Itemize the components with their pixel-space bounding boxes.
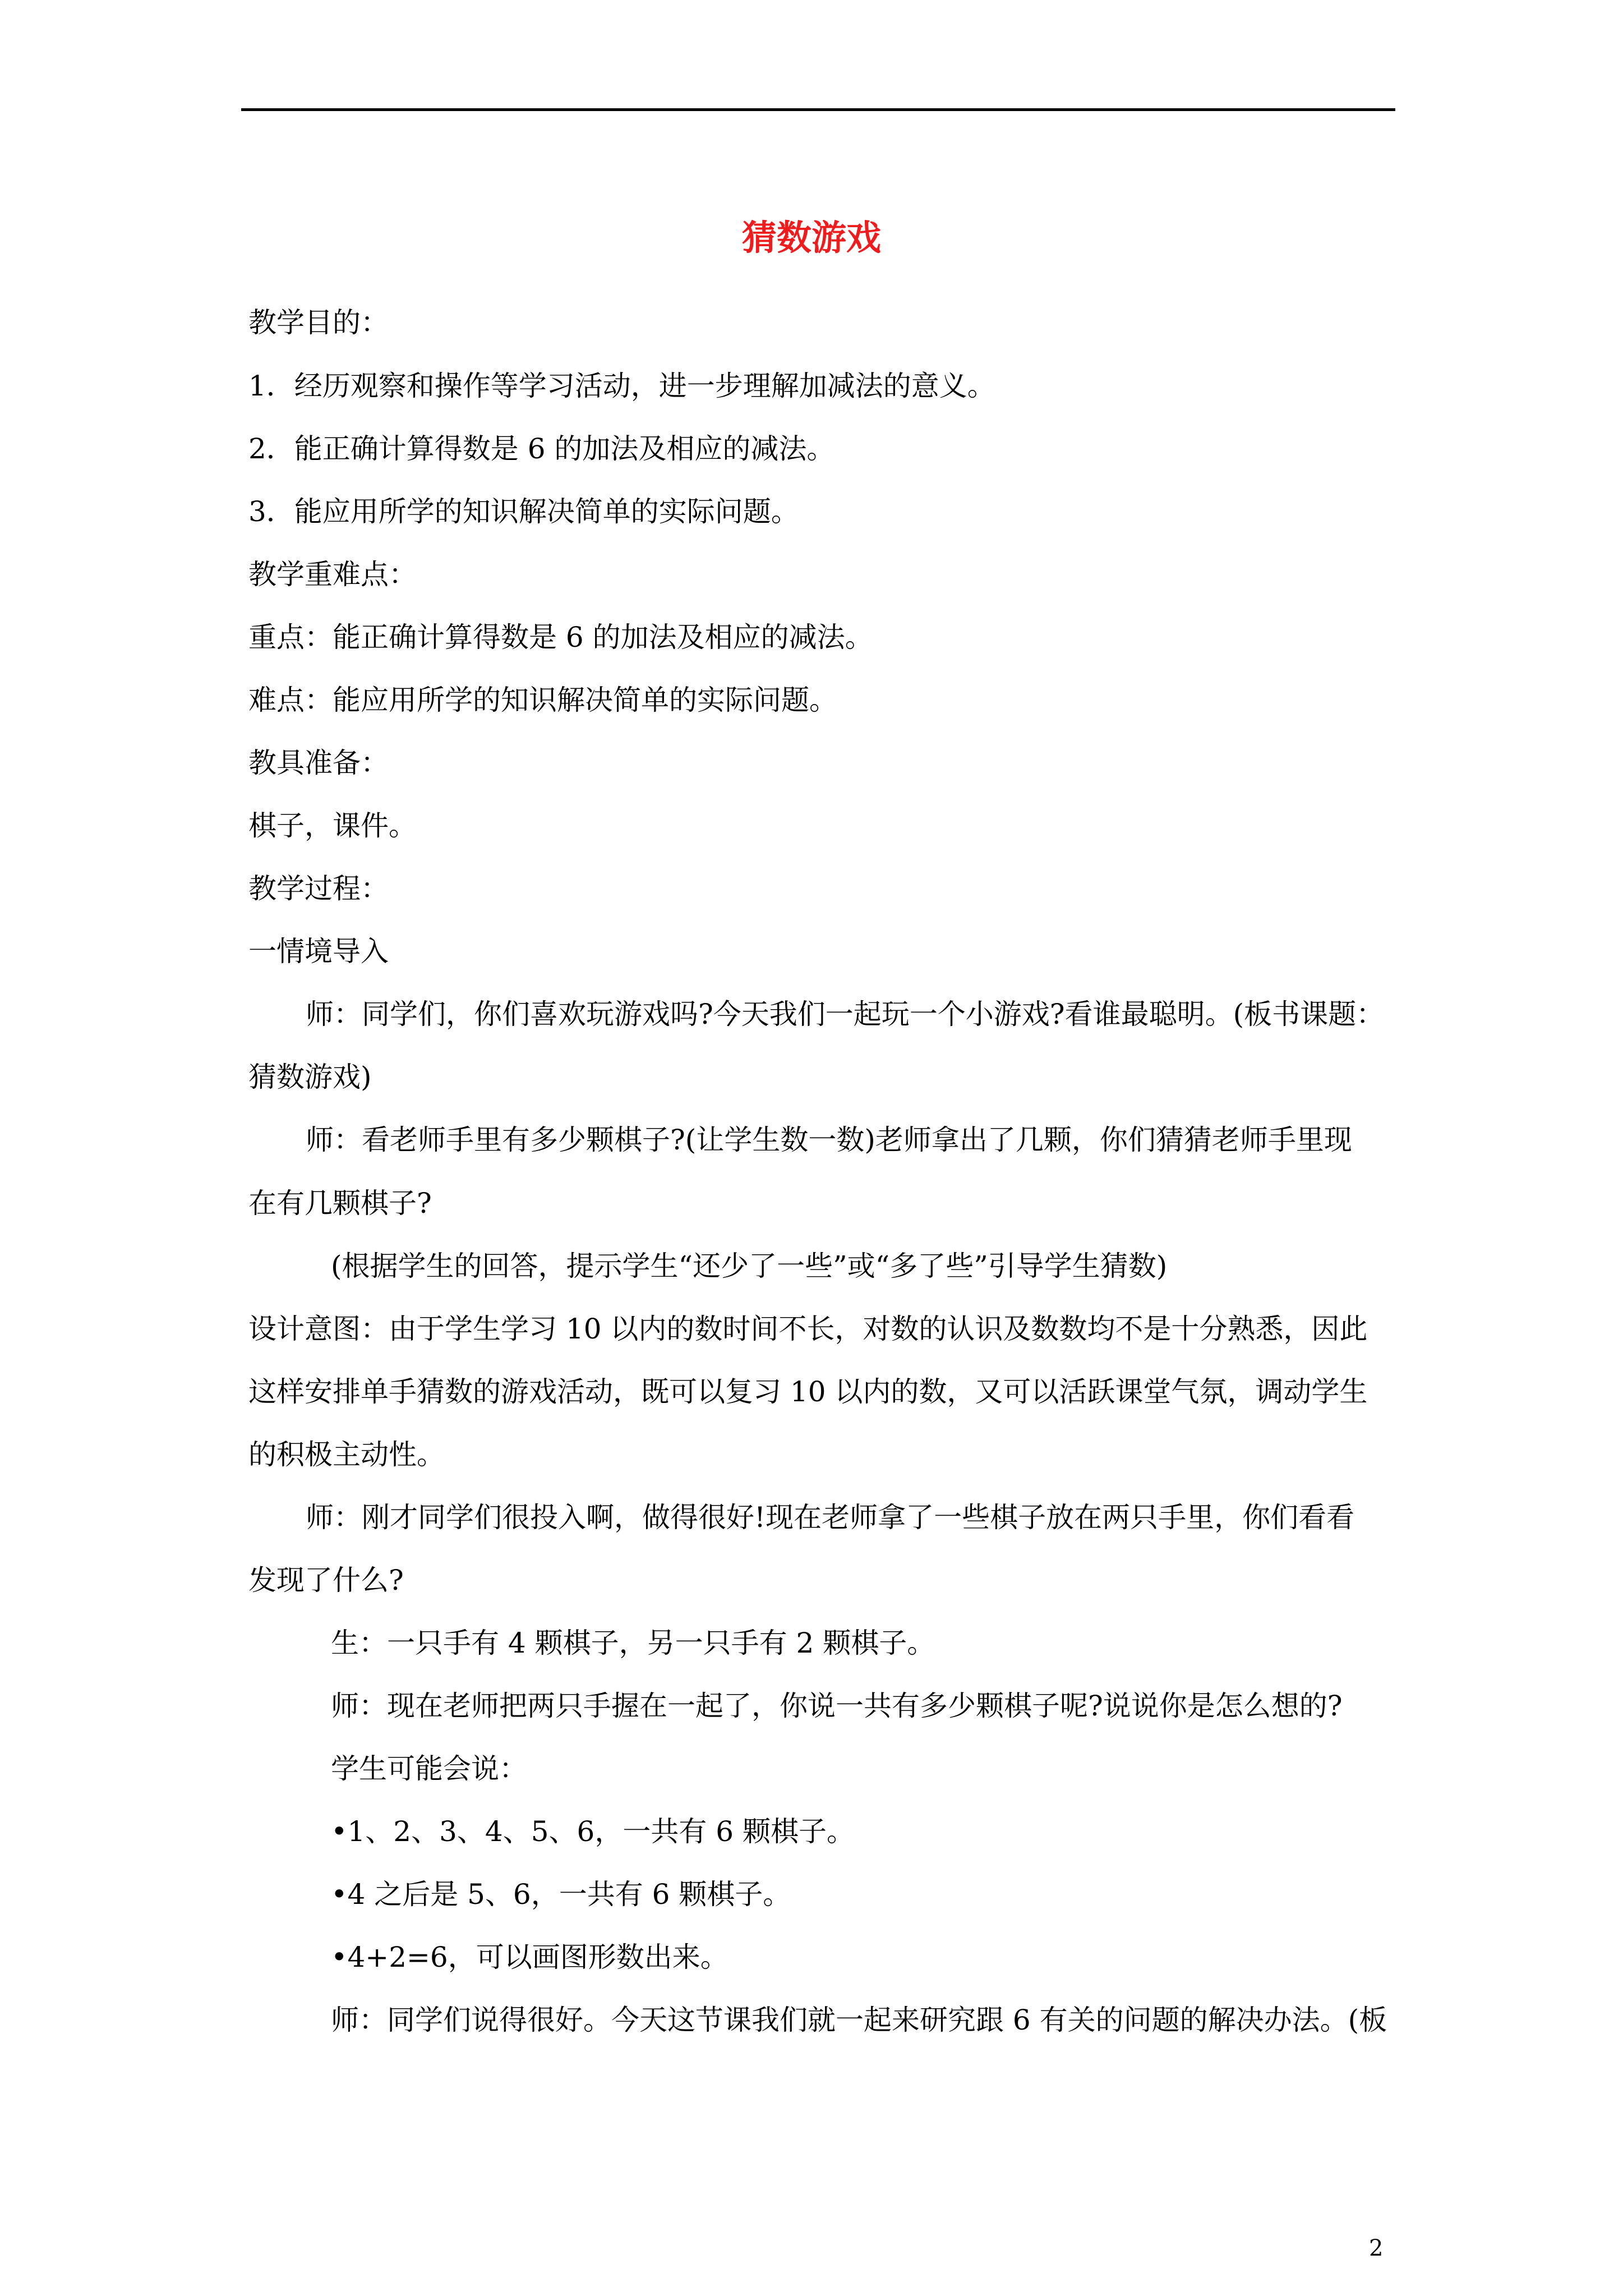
text-line: 发现了什么? bbox=[248, 1564, 404, 1596]
text-line: 师：刚才同学们很投入啊，做得很好!现在老师拿了一些棋子放在两只手里，你们看看 bbox=[306, 1501, 1355, 1534]
text-line: (根据学生的回答，提示学生“还少了一些”或“多了些”引导学生猜数) bbox=[331, 1250, 1168, 1282]
text-line: 这样安排单手猜数的游戏活动，既可以复习 10 以内的数，又可以活跃课堂气氛，调动学生 bbox=[248, 1375, 1368, 1408]
text-line: 难点：能应用所学的知识解决简单的实际问题。 bbox=[248, 684, 837, 716]
text-line: 学生可能会说： bbox=[331, 1752, 527, 1785]
text-line: 师：看老师手里有多少颗棋子?(让学生数一数)老师拿出了几颗，你们猜猜老师手里现 bbox=[306, 1124, 1352, 1156]
header-rule bbox=[241, 108, 1395, 111]
text-line: 1．经历观察和操作等学习活动，进一步理解加减法的意义。 bbox=[248, 370, 995, 402]
text-line: 重点：能正确计算得数是 6 的加法及相应的减法。 bbox=[248, 621, 873, 654]
text-line: 在有几颗棋子? bbox=[248, 1187, 432, 1220]
text-line: 棋子，课件。 bbox=[248, 809, 417, 842]
text-line: 猜数游戏) bbox=[248, 1061, 372, 1093]
bullet-item: •4+2=6，可以画图形数出来。 bbox=[331, 1941, 728, 1973]
text-line: 教具准备： bbox=[248, 747, 389, 779]
text-line: 2．能正确计算得数是 6 的加法及相应的减法。 bbox=[248, 432, 835, 465]
text-line: 3．能应用所学的知识解决简单的实际问题。 bbox=[248, 495, 799, 528]
text-line: 师：现在老师把两只手握在一起了，你说一共有多少颗棋子呢?说说你是怎么想的? bbox=[331, 1690, 1343, 1722]
section-heading: 一情境导入 bbox=[248, 935, 389, 968]
bullet-item: •4 之后是 5、6，一共有 6 颗棋子。 bbox=[331, 1878, 791, 1911]
text-line: 教学目的： bbox=[248, 306, 389, 339]
page-number: 2 bbox=[1369, 2235, 1384, 2261]
text-line: 师：同学们说得很好。今天这节课我们就一起来研究跟 6 有关的问题的解决办法。(板 bbox=[331, 2004, 1387, 2036]
text-line: 生：一只手有 4 颗棋子，另一只手有 2 颗棋子。 bbox=[331, 1627, 935, 1659]
text-line: 设计意图：由于学生学习 10 以内的数时间不长，对数的认识及数数均不是十分熟悉，因此 bbox=[248, 1313, 1368, 1345]
text-line: 师：同学们，你们喜欢玩游戏吗?今天我们一起玩一个小游戏?看谁最聪明。(板书课题： bbox=[306, 998, 1385, 1030]
text-line: 教学重难点： bbox=[248, 558, 417, 591]
text-line: 教学过程： bbox=[248, 872, 389, 905]
text-line: 的积极主动性。 bbox=[248, 1438, 445, 1471]
bullet-item: •1、2、3、4、5、6，一共有 6 颗棋子。 bbox=[331, 1815, 855, 1848]
document-title: 猜数游戏 bbox=[741, 217, 881, 258]
